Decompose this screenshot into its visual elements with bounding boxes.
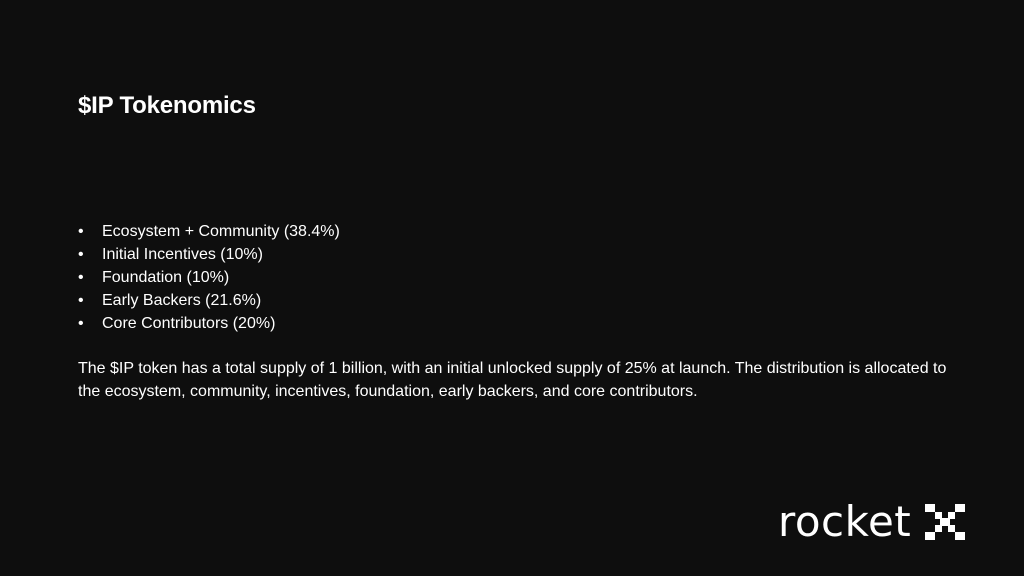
rocketx-logo: [778, 497, 965, 546]
slide-title: $IP Tokenomics: [78, 92, 256, 119]
description-paragraph: The $IP token has a total supply of 1 billion, with an initial unlocked supply of 25% at launch. The distribution is allocated to the ecosystem, community, incentives, foundation, early backers, and core contributors.: [78, 360, 947, 400]
x-pixel-icon: [925, 504, 965, 540]
tokenomics-bullet-list: [78, 220, 340, 335]
bullet-ecosystem-community: • Ecosystem + Community (38.4%): [78, 220, 340, 243]
bullet-early-backers: • Early Backers (21.6%): [78, 289, 340, 312]
logo-wordmark: rocket: [778, 497, 912, 546]
bullet-core-contributors: • Core Contributors (20%): [78, 312, 340, 335]
bullet-foundation: • Foundation (10%): [78, 266, 340, 289]
bullet-initial-incentives: • Initial Incentives (10%): [78, 243, 340, 266]
